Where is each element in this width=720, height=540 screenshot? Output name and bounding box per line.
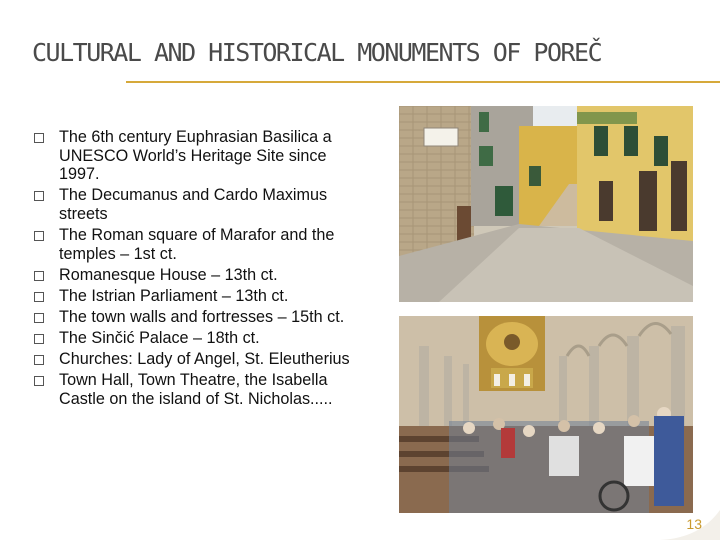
list-item: Churches: Lady of Angel, St. Eleutherius [34,350,364,369]
list-item: The Roman square of Marafor and the temples – 1st ct. [34,226,364,263]
page-number: 13 [686,516,702,532]
list-item: The Decumanus and Cardo Maximus streets [34,186,364,223]
list-item: The Istrian Parliament – 13th ct. [34,287,364,306]
bullet-box-icon [34,133,44,143]
list-item: Town Hall, Town Theatre, the Isabella Castle on the island of St. Nicholas..... [34,371,364,408]
list-item: The town walls and fortresses – 15th ct. [34,308,364,327]
bullet-box-icon [34,271,44,281]
list-item: The 6th century Euphrasian Basilica a UNESCO World’s Heritage Site since 1997. [34,128,364,184]
street-photo [399,106,693,302]
bullet-list [34,128,364,411]
bullet-box-icon [34,231,44,241]
corner-decoration [660,510,720,540]
bullet-box-icon [34,292,44,302]
basilica-interior-photo [399,316,693,513]
bullet-box-icon [34,334,44,344]
bullet-box-icon [34,376,44,386]
bullet-box-icon [34,191,44,201]
list-item: The Sinčić Palace – 18th ct. [34,329,364,348]
bullet-box-icon [34,355,44,365]
bullet-box-icon [34,313,44,323]
list-item: Romanesque House – 13th ct. [34,266,364,285]
slide-title: CULTURAL AND HISTORICAL MONUMENTS OF POREČ [32,38,602,67]
title-underline [126,81,720,83]
